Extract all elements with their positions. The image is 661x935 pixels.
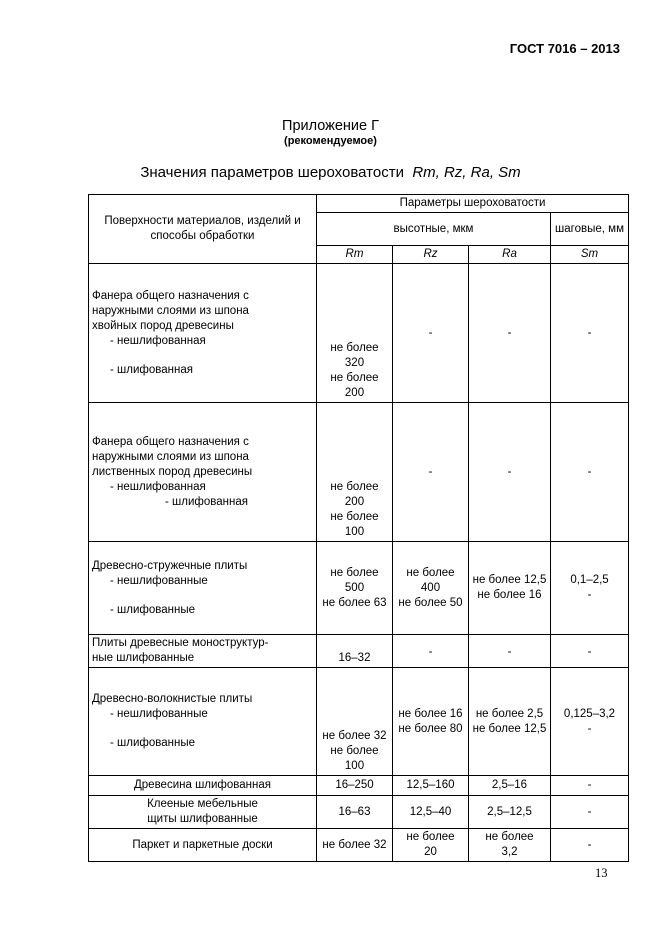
cell-value: не более 200 [330, 481, 379, 508]
row-name-line: лиственных пород древесины [92, 465, 253, 478]
cell-rz: - [393, 264, 469, 403]
table-row [89, 635, 629, 668]
row-sub-item: - шлифованная [165, 495, 248, 508]
cell-value: - [587, 589, 592, 601]
row-name-line: ные шлифованные [92, 652, 195, 664]
row-name: Клееные мебельные щиты шлифованные [89, 796, 317, 829]
cell-rm [317, 542, 393, 635]
table-row [89, 264, 629, 403]
cell-rz: 12,5–160 [393, 776, 469, 796]
appendix-subtitle: (рекомендуемое) [284, 135, 377, 147]
cell-sm: - [551, 796, 629, 829]
header-step-params: шаговые, мм [551, 213, 629, 246]
table-row [89, 796, 629, 829]
row-name-line: Плиты древесные моноструктур- [92, 637, 269, 649]
row-name-line: хвойных пород древесины [92, 319, 234, 332]
appendix-heading [0, 164, 661, 181]
cell-rz [393, 542, 469, 635]
row-sub-item: - шлифованная [110, 363, 193, 376]
header-sm: Sm [551, 246, 629, 264]
cell-rm: 16–250 [317, 776, 393, 796]
header-params: Параметры шероховатости [317, 195, 629, 213]
cell-value: 0,1–2,5 [570, 574, 609, 586]
cell-value: не более 32 [322, 730, 387, 742]
row-sub-item: - шлифованные [110, 603, 195, 616]
row-sub-item: - нешлифованные [110, 574, 208, 587]
row-name-line: Фанера общего назначения с [92, 435, 249, 448]
row-name [89, 635, 317, 668]
row-name [89, 403, 317, 542]
cell-value: не более 16 [477, 589, 542, 601]
row-name [89, 542, 317, 635]
row-name-line: Фанера общего назначения с [92, 289, 249, 302]
row-name-line: Древесно-стружечные плиты [92, 559, 248, 572]
row-name-line: Древесно-волокнистые плиты [92, 693, 253, 705]
row-name-line: наружными слоями из шпона [92, 304, 249, 317]
cell-value: не более 400 [406, 566, 455, 594]
row-sub-item: - нешлифованная [110, 334, 206, 347]
cell-value: не более 100 [330, 745, 379, 772]
cell-value: не более 50 [398, 596, 463, 609]
row-name [89, 668, 317, 776]
cell-value: не более 2,5 [475, 707, 544, 720]
document-code: ГОСТ 7016 – 2013 [509, 41, 620, 56]
cell-ra: не более 3,2 [469, 829, 551, 862]
cell-value: не более 12,5 [472, 574, 547, 586]
header-rm: Rm [317, 246, 393, 264]
table-row [89, 776, 629, 796]
appendix-title: Приложение Г [282, 118, 379, 134]
row-name: Паркет и паркетные доски [89, 829, 317, 862]
table-row [89, 403, 629, 542]
header-rz: Rz [393, 246, 469, 264]
cell-value: не более 500 [330, 566, 379, 594]
cell-value: - [587, 722, 592, 735]
cell-ra: 2,5–12,5 [469, 796, 551, 829]
cell-rz: - [393, 403, 469, 542]
heading-params: Rm, Rz, Ra, Sm [412, 164, 521, 181]
cell-rm [317, 403, 393, 542]
cell-rz: - [393, 635, 469, 668]
row-name: Древесина шлифованная [89, 776, 317, 796]
roughness-table [88, 194, 629, 862]
cell-ra [469, 542, 551, 635]
cell-sm [551, 542, 629, 635]
cell-sm: - [551, 264, 629, 403]
row-name-line: наружными слоями из шпона [92, 450, 249, 463]
cell-value: не более 16 [398, 707, 463, 720]
cell-value: не более 100 [330, 511, 379, 538]
cell-value: не более 320 [330, 342, 379, 369]
cell-rz: 12,5–40 [393, 796, 469, 829]
cell-rm: 16–63 [317, 796, 393, 829]
row-name [89, 264, 317, 403]
cell-value: не более 12,5 [472, 722, 547, 735]
cell-sm: - [551, 829, 629, 862]
cell-rz [393, 668, 469, 776]
table-row [89, 668, 629, 776]
header-surface: Поверхности материалов, изделий и способы обработки [89, 195, 317, 264]
cell-sm: - [551, 635, 629, 668]
header-ra: Ra [469, 246, 551, 264]
cell-value: не более 80 [398, 722, 463, 735]
header-height-params: высотные, мкм [317, 213, 551, 246]
cell-ra: - [469, 403, 551, 542]
heading-text: Значения параметров шероховатости [140, 164, 404, 181]
cell-ra: - [469, 635, 551, 668]
cell-rm [317, 668, 393, 776]
table-row [89, 542, 629, 635]
row-sub-item: - нешлифованная [110, 480, 206, 493]
row-sub-item: - шлифованные [110, 737, 195, 749]
cell-ra: - [469, 264, 551, 403]
page-number: 13 [595, 866, 608, 880]
cell-rm: не более 32 [317, 829, 393, 862]
table-row [89, 829, 629, 862]
cell-sm: - [551, 776, 629, 796]
row-sub-item: - нешлифованные [110, 708, 208, 720]
cell-ra: 2,5–16 [469, 776, 551, 796]
cell-value: 0,125–3,2 [563, 707, 616, 720]
cell-value: не более 63 [322, 596, 387, 609]
cell-rm [317, 264, 393, 403]
table-header-row [89, 195, 629, 213]
cell-rm: 16–32 [317, 635, 393, 668]
cell-sm: - [551, 403, 629, 542]
cell-value: не более 200 [330, 372, 379, 399]
cell-sm [551, 668, 629, 776]
cell-rz: не более 20 [393, 829, 469, 862]
cell-ra [469, 668, 551, 776]
